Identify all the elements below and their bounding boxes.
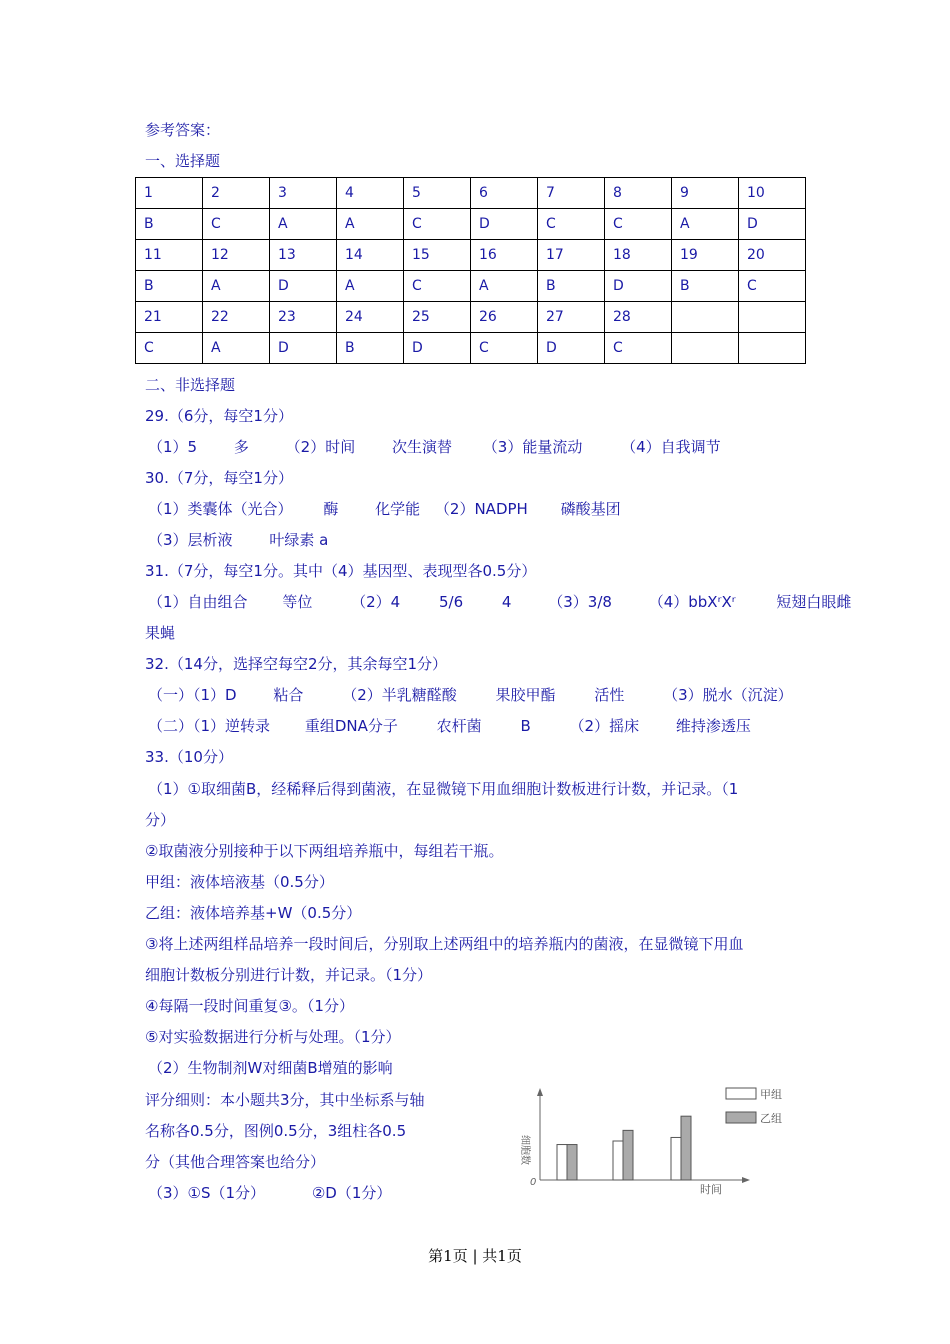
table-cell: C (739, 271, 806, 302)
q30-answers-a (148, 499, 621, 519)
y-axis-label: 细胞数 (519, 1135, 530, 1165)
table-row (136, 209, 806, 240)
table-cell: 18 (605, 240, 672, 271)
answer-text: 4 (501, 593, 512, 611)
page-footer: 第1页 | 共1页 (428, 1247, 522, 1265)
table-cell: 24 (337, 302, 404, 333)
answer-text: （1）5 (148, 438, 198, 456)
q30-answers-b (148, 530, 328, 550)
table-row (136, 271, 806, 302)
q33-step4: ④每隔一段时间重复③。（1分） (145, 997, 354, 1015)
answer-text: 次生演替 (392, 438, 453, 456)
answer-text: 化学能 (375, 500, 421, 518)
answer-text: 活性 (594, 686, 625, 704)
legend-label: 乙组 (760, 1112, 782, 1125)
table-cell: 20 (739, 240, 806, 271)
table-cell: D (270, 333, 337, 364)
bar-group-b-1 (567, 1145, 577, 1180)
answer-text: 磷酸基团 (560, 500, 621, 518)
table-cell: A (471, 271, 538, 302)
table-cell: B (337, 333, 404, 364)
q32-title: 32.（14分，选择空每空2分，其余每空1分） (145, 655, 448, 673)
answer-text: （3）3/8 (548, 593, 612, 611)
table-cell: D (404, 333, 471, 364)
answer-text: 酶 (323, 500, 339, 518)
answer-text: 叶绿素 a (269, 531, 329, 549)
q29-answers (148, 437, 721, 457)
table-cell: B (136, 271, 203, 302)
origin-label: 0 (530, 1177, 537, 1188)
table-cell: 2 (203, 178, 270, 209)
q33-step1-line2: 分） (145, 811, 176, 829)
answer-text: （2）半乳糖醛酸 (342, 686, 457, 704)
table-cell: A (270, 209, 337, 240)
section-nonmcq-title: 二、非选择题 (145, 376, 236, 394)
table-cell: D (605, 271, 672, 302)
table-cell: 4 (337, 178, 404, 209)
q30-title: 30.（7分，每空1分） (145, 469, 293, 487)
table-cell (672, 333, 739, 364)
table-cell: 6 (471, 178, 538, 209)
table-cell: 7 (538, 178, 605, 209)
table-cell: 11 (136, 240, 203, 271)
table-cell: B (136, 209, 203, 240)
q33-step3-line2: 细胞计数板分别进行计数，并记录。（1分） (145, 966, 433, 984)
q31-title: 31.（7分，每空1分。其中（4）基因型、表现型各0.5分） (145, 562, 537, 580)
answer-text: 农杆菌 (436, 717, 482, 735)
q29-title: 29.（6分，每空1分） (145, 407, 293, 425)
y-axis-arrow (537, 1088, 543, 1096)
table-cell: D (739, 209, 806, 240)
q33-group-b: 乙组：液体培养基+W（0.5分） (145, 904, 362, 922)
table-cell: A (337, 209, 404, 240)
table-row (136, 178, 806, 209)
table-cell: A (337, 271, 404, 302)
table-cell: C (605, 333, 672, 364)
table-cell: 14 (337, 240, 404, 271)
table-cell: 17 (538, 240, 605, 271)
table-cell: 27 (538, 302, 605, 333)
q32-answers-b (148, 716, 751, 736)
table-cell: C (136, 333, 203, 364)
answer-text: （2）时间 (285, 438, 356, 456)
answer-text: ②D（1分） (311, 1184, 392, 1202)
answer-text: 等位 (282, 593, 313, 611)
section-mcq-title: 一、选择题 (145, 152, 221, 170)
table-cell: D (471, 209, 538, 240)
answer-text: （4）自我调节 (621, 438, 721, 456)
bar-group-a-1 (557, 1145, 567, 1180)
q33-step3-line1: ③将上述两组样品培养一段时间后，分别取上述两组中的培养瓶内的菌液，在显微镜下用血 (145, 935, 744, 953)
answer-text: 重组DNA分子 (304, 717, 398, 735)
table-row (136, 302, 806, 333)
answer-text: 多 (233, 438, 249, 456)
answer-table (135, 177, 806, 364)
cell-count-chart (500, 1080, 790, 1205)
q31-answers-a (148, 592, 851, 612)
table-cell: C (404, 209, 471, 240)
answer-text: （3）层析液 (148, 531, 233, 549)
table-cell: D (270, 271, 337, 302)
q33-part2-title: （2）生物制剂W对细菌B增殖的影响 (148, 1059, 393, 1077)
answer-text: （4）bbXʳXʳ (648, 593, 736, 611)
table-cell: 1 (136, 178, 203, 209)
answer-text: （一）（1）D (148, 686, 237, 704)
table-cell: C (203, 209, 270, 240)
q33-part3 (148, 1183, 391, 1203)
q33-step5: ⑤对实验数据进行分析与处理。（1分） (145, 1028, 401, 1046)
q33-scoring-line3: 分（其他合理答案也给分） (145, 1153, 326, 1171)
bar-group-a-2 (613, 1141, 623, 1180)
answer-text: （2）摇床 (569, 717, 640, 735)
table-cell: 16 (471, 240, 538, 271)
table-cell: 13 (270, 240, 337, 271)
table-cell: 23 (270, 302, 337, 333)
answer-text: （3）能量流动 (482, 438, 583, 456)
table-row (136, 240, 806, 271)
table-cell: A (203, 333, 270, 364)
table-cell: 19 (672, 240, 739, 271)
table-cell: 12 (203, 240, 270, 271)
answer-text: 短翅白眼雌 (776, 593, 852, 611)
table-cell: C (605, 209, 672, 240)
table-cell: 10 (739, 178, 806, 209)
table-cell: C (471, 333, 538, 364)
table-cell: D (538, 333, 605, 364)
table-cell (739, 333, 806, 364)
table-cell: 15 (404, 240, 471, 271)
table-cell: 3 (270, 178, 337, 209)
table-row (136, 333, 806, 364)
answer-text: （二）（1）逆转录 (148, 717, 271, 735)
q33-scoring-line1: 评分细则：本小题共3分，其中坐标系与轴 (145, 1091, 425, 1109)
table-cell: B (672, 271, 739, 302)
q33-step2: ②取菌液分别接种于以下两组培养瓶中，每组若干瓶。 (145, 842, 504, 860)
table-cell: A (672, 209, 739, 240)
answer-text: （2）NADPH (434, 500, 528, 518)
table-cell: 22 (203, 302, 270, 333)
q31-answers-b: 果蝇 (145, 624, 176, 642)
x-axis-label: 时间 (700, 1183, 722, 1196)
table-cell: B (538, 271, 605, 302)
answer-text: B (520, 717, 531, 735)
bar-group-a-3 (671, 1137, 681, 1180)
legend-label: 甲组 (760, 1088, 782, 1101)
q33-step1-line1: （1）①取细菌B，经稀释后得到菌液，在显微镜下用血细胞计数板进行计数，并记录。（1 (148, 780, 739, 798)
table-cell: 28 (605, 302, 672, 333)
answer-text: 粘合 (273, 686, 304, 704)
table-cell: 21 (136, 302, 203, 333)
table-cell: 5 (404, 178, 471, 209)
answer-text: 果胶甲酯 (495, 686, 556, 704)
answer-text: 维持渗透压 (675, 717, 751, 735)
table-cell: C (404, 271, 471, 302)
bar-group-b-3 (681, 1116, 691, 1180)
answer-text: （1）类囊体（光合） (148, 500, 293, 518)
q33-scoring-line2: 名称各0.5分，图例0.5分，3组柱各0.5 (145, 1122, 407, 1140)
q32-answers-a (148, 685, 793, 705)
table-cell: A (203, 271, 270, 302)
table-cell: 8 (605, 178, 672, 209)
answer-text: （3）①S（1分） (148, 1184, 266, 1202)
answer-text: （1）自由组合 (148, 593, 248, 611)
q33-title: 33.（10分） (145, 748, 233, 766)
table-cell: 25 (404, 302, 471, 333)
answer-text: （3）脱水（沉淀） (663, 686, 793, 704)
table-cell: 9 (672, 178, 739, 209)
table-cell: 26 (471, 302, 538, 333)
answer-text: 5/6 (439, 593, 464, 611)
table-cell: C (538, 209, 605, 240)
legend-swatch (726, 1112, 756, 1123)
heading: 参考答案： (145, 121, 221, 139)
bar-group-b-2 (623, 1130, 633, 1180)
table-cell (739, 302, 806, 333)
q33-group-a: 甲组：液体培液基（0.5分） (145, 873, 334, 891)
table-cell (672, 302, 739, 333)
x-axis-arrow (742, 1177, 750, 1183)
answer-text: （2）4 (351, 593, 401, 611)
legend-swatch (726, 1088, 756, 1099)
